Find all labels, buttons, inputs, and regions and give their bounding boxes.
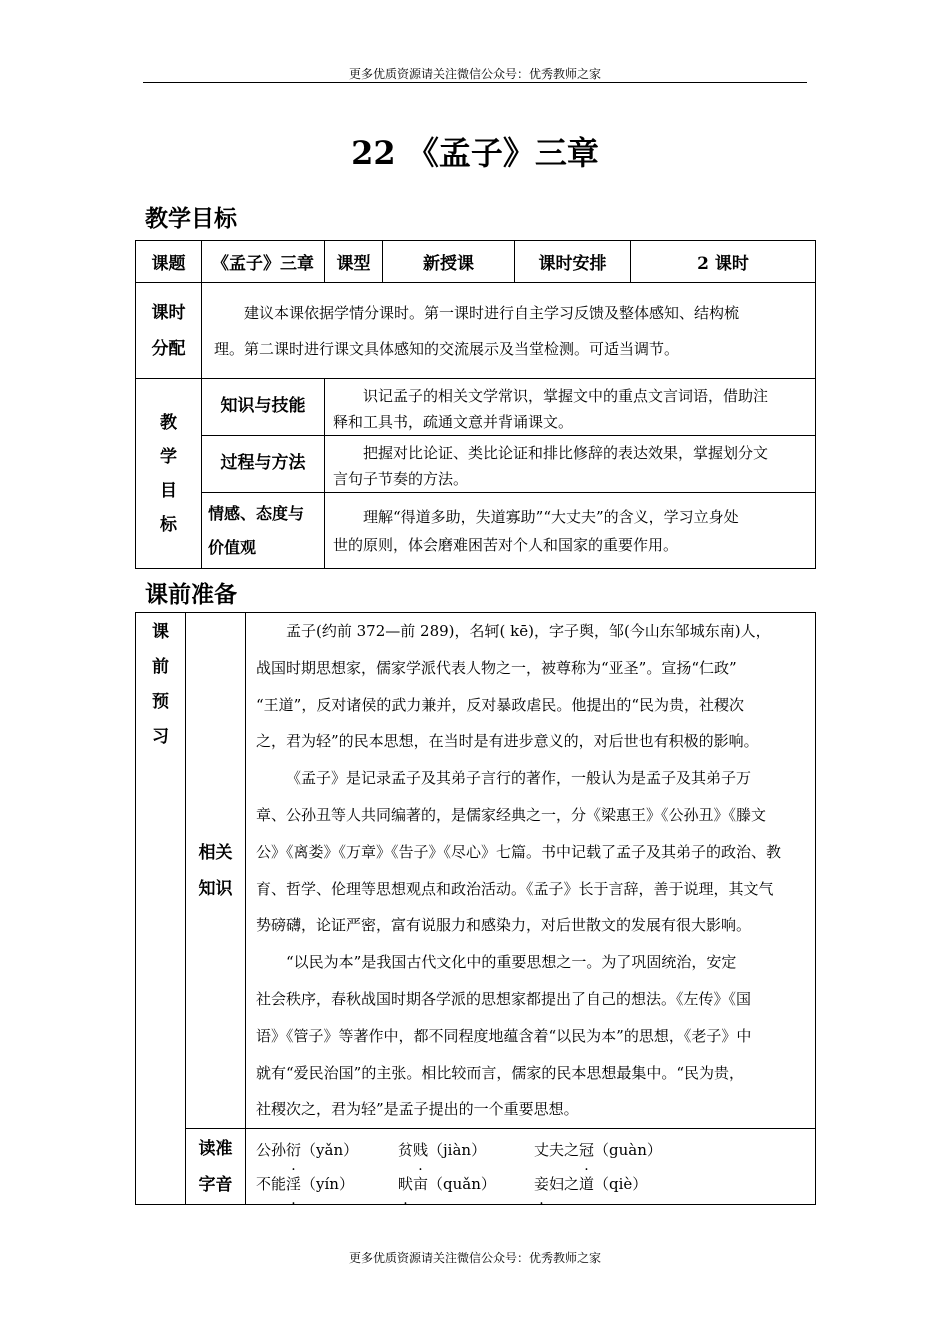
section-heading-goals: 教学目标 [145, 205, 237, 232]
label-schedule: 课时安排 [515, 241, 631, 283]
pronunciation-list [246, 1129, 816, 1205]
label-emotion-values: 情感、态度与 价值观 [202, 493, 325, 569]
goals-table [135, 240, 816, 379]
pron-item: 公孙衍（yǎn） [256, 1141, 359, 1160]
pron-item: 贫贱（jiàn） [398, 1141, 487, 1160]
allocation-text: 建议本课依据学情分课时。第一课时进行自主学习反馈及整体感知、结构梳 理。第二课时进行课文具体感知的交流展示及当堂检测。可适当调节。 [202, 283, 816, 379]
schedule-value: 2 课时 [631, 241, 816, 283]
page-footer: 更多优质资源请关注微信公众号：优秀教师之家 [348, 1251, 601, 1265]
label-process-method: 过程与方法 [202, 436, 325, 493]
pron-item: 畎亩（quǎn） [398, 1175, 496, 1194]
page-title: 22 《孟子》三章 [351, 134, 599, 172]
topic-value: 《孟子》三章 [202, 241, 325, 283]
prep-table [135, 612, 816, 1205]
header-rule [143, 82, 807, 83]
label-objectives: 教 学 目 标 [136, 379, 202, 569]
related-knowledge-text: 孟子(约前 372—前 289)，名轲( kē)，字子舆，邹(今山东邹城东南)人， 战国时期思想家，儒家学派代表人物之一，被尊称为“亚圣”。宣扬“仁政” “王道”，反对诸侯的武力兼并，反对暴政虐民。他提出的“民为贵，社稷次 之，君为轻”的民本思想，在当时是有进步意义的，对后世也有积极的影响。 《孟子》是记录孟子及其弟子言行的著作，一般认为是孟子及其弟子万 章、公孙丑等人共同编著的，是儒家经典之一，分《梁惠王》《公孙丑》《滕文 公》《离娄》《万章》《告子》《尽心》七篇。书中记载了孟子及其弟子的政治、教 育、哲学、伦理等思想观点和政治活动。《孟子》长于言辞，善于说理，其文气 势磅礴，论证严密，富有说服力和感染力，对后世散文的发展有很大影响。 “以民为本”是我国古代文化中的重要思想之一。为了巩固统治，安定 社会秩序，春秋战国时期各学派的思想家都提出了自己的想法。《左传》《国 语》《管子》等著作中，都不同程度地蕴含着“以民为本”的思想，《老子》中 就有“爱民治国”的主张。相比较而言，儒家的民本思想最集中。“民为贵， 社稷次之，君为轻”是孟子提出的一个重要思想。 [246, 613, 816, 1129]
pron-item: 丈夫之冠（guàn） [534, 1141, 662, 1160]
goal-emotion-text: 理解“得道多助，失道寡助”“大丈夫”的含义，学习立身处 世的原则，体会磨难困苦对个人和国家的重要作用。 [325, 493, 816, 569]
goal-knowledge-text: 识记孟子的相关文学常识，掌握文中的重点文言词语，借助注 释和工具书，疏通文意并背诵课文。 [325, 379, 816, 436]
page-header: 更多优质资源请关注微信公众号：优秀教师之家 [348, 67, 601, 81]
goal-process-text: 把握对比论证、类比论证和排比修辞的表达效果，掌握划分文 言句子节奏的方法。 [325, 436, 816, 493]
label-allocation: 课时 分配 [136, 283, 202, 379]
objectives-table [135, 378, 816, 569]
pron-item: 不能淫（yín） [256, 1175, 354, 1194]
label-topic: 课题 [136, 241, 202, 283]
label-knowledge-skills: 知识与技能 [202, 379, 325, 436]
pron-item: 妾妇之道（qiè） [534, 1175, 648, 1194]
label-pronunciation: 读准 字音 [186, 1129, 246, 1205]
label-preview: 课 前 预 习 [136, 613, 186, 1205]
label-lesson-type: 课型 [325, 241, 383, 283]
section-heading-prep: 课前准备 [145, 581, 237, 608]
label-related-knowledge: 相关 知识 [186, 613, 246, 1129]
lesson-type-value: 新授课 [383, 241, 515, 283]
